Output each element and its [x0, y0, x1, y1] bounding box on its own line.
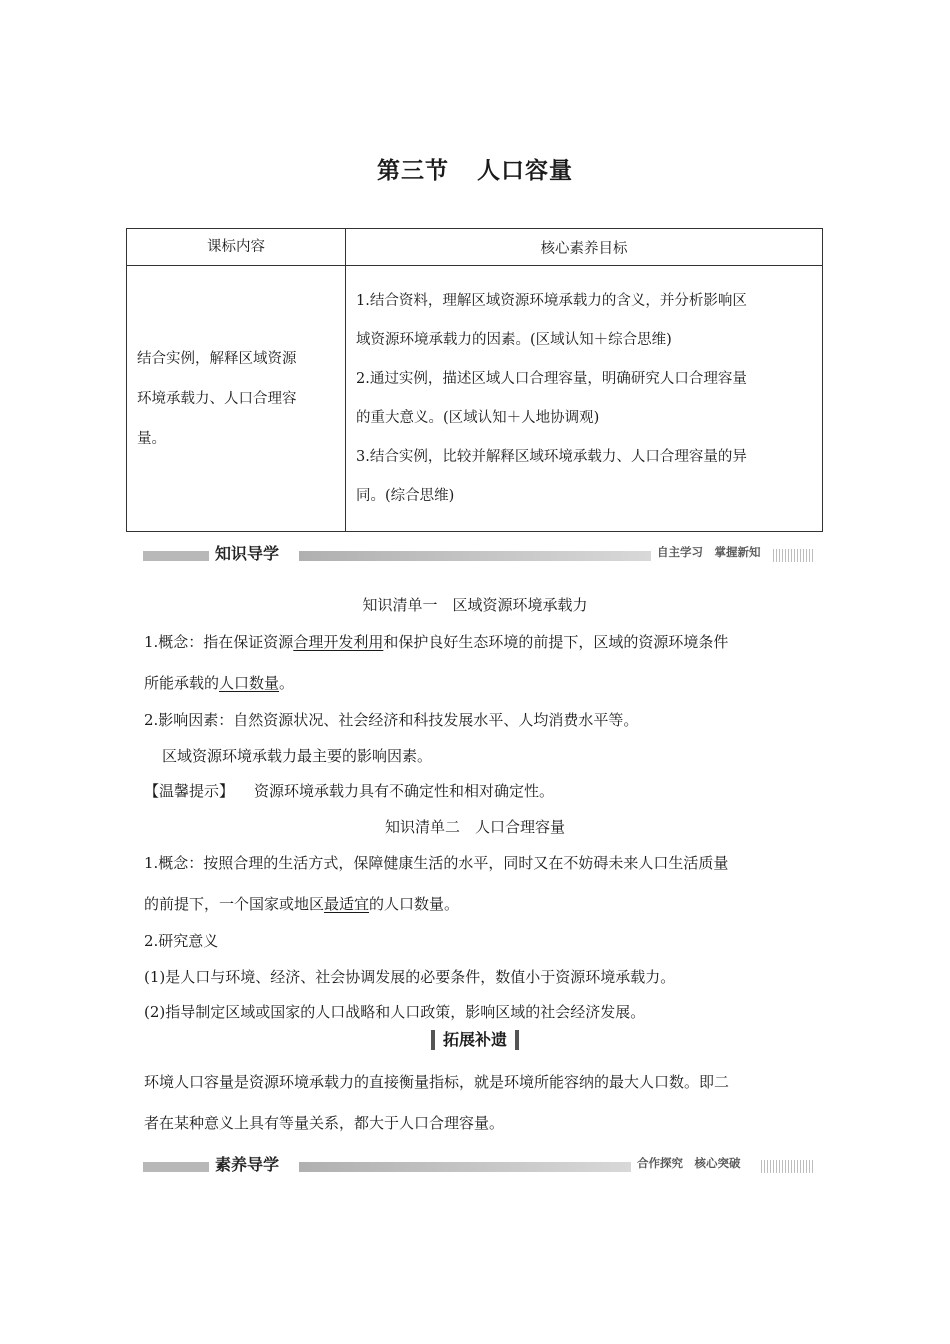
- band-bar-middle: [299, 551, 651, 561]
- standards-line: 环境承载力、人口合理容: [137, 390, 297, 407]
- band-label: 素养导学: [215, 1155, 280, 1174]
- warm-tip-label: 【温馨提示】: [144, 782, 235, 800]
- goal-line: 1.结合资料，理解区域资源环境承载力的含义，并分析影响区: [356, 292, 747, 309]
- band-subtitle: 自主学习 掌握新知: [657, 545, 761, 559]
- goal-line: 的重大意义。(区域认知＋人地协调观): [356, 409, 600, 426]
- standards-line: 量。: [137, 430, 166, 447]
- underlined-term: 人口数量: [219, 674, 280, 692]
- standards-content-cell: [127, 266, 346, 532]
- section-band-knowledge: [143, 546, 815, 562]
- standards-table: [126, 228, 823, 532]
- underlined-term: 合理开发利用: [293, 633, 384, 651]
- extension-title: 拓展补遗: [0, 1030, 950, 1050]
- extension-line1: 环境人口容量是资源环境承载力的直接衡量指标，就是环境所能容纳的最大人口数。即二: [144, 1073, 730, 1091]
- underlined-term: 最适宜: [324, 895, 370, 913]
- title-section-number: 第三节: [377, 158, 449, 184]
- section1-factors: 2.影响因素：自然资源状况、社会经济和科技发展水平、人均消费水平等。: [144, 711, 639, 729]
- section2-significance-title: 2.研究意义: [144, 932, 219, 950]
- section-band-literacy: [143, 1157, 815, 1173]
- warm-tip-text: 资源环境承载力具有不确定性和相对确定性。: [254, 782, 555, 800]
- warm-tip: [144, 780, 554, 801]
- section1-heading: 知识清单一 区域资源环境承载力: [362, 596, 588, 614]
- section2-concept-line1: 1.概念：按照合理的生活方式，保障健康生活的水平，同时又在不妨碍未来人口生活质量: [144, 854, 729, 872]
- band-bar-left: [143, 551, 209, 561]
- section1-concept-line2: 所能承载的人口数量。: [144, 674, 295, 692]
- goal-line: 域资源环境承载力的因素。(区域认知＋综合思维): [356, 331, 672, 348]
- goal-line: 同。(综合思维): [356, 487, 455, 504]
- section1-main-factor: 区域资源环境承载力最主要的影响因素。: [162, 747, 433, 765]
- section2-significance-2: (2)指导制定区域或国家的人口战略和人口政策，影响区域的社会经济发展。: [144, 1003, 646, 1021]
- table-header-standards: 课标内容: [127, 229, 346, 266]
- page-title: [0, 152, 950, 185]
- band-stripes: [773, 549, 815, 562]
- section2-heading: 知识清单二 人口合理容量: [384, 818, 565, 836]
- extension-line2: 者在某种意义上具有等量关系，都大于人口合理容量。: [144, 1114, 505, 1132]
- section2-concept-line2: 的前提下，一个国家或地区最适宜的人口数量。: [144, 895, 460, 913]
- band-bar-left: [143, 1162, 209, 1172]
- band-stripes: [761, 1160, 815, 1173]
- goal-line: 2.通过实例，描述区域人口合理容量，明确研究人口合理容量: [356, 370, 747, 387]
- section1-concept-line1: 1.概念：指在保证资源合理开发利用和保护良好生态环境的前提下，区域的资源环境条件: [144, 633, 729, 651]
- section2-significance-1: (1)是人口与环境、经济、社会协调发展的必要条件，数值小于资源环境承载力。: [144, 968, 676, 986]
- band-subtitle: 合作探究 核心突破: [637, 1156, 741, 1170]
- goals-content-cell: [346, 266, 823, 532]
- title-topic: 人口容量: [477, 158, 573, 184]
- band-bar-middle: [299, 1162, 631, 1172]
- goal-line: 3.结合实例，比较并解释区域环境承载力、人口合理容量的异: [356, 448, 747, 465]
- table-header-goals: 核心素养目标: [346, 229, 823, 266]
- standards-line: 结合实例，解释区域资源: [137, 350, 297, 367]
- band-label: 知识导学: [215, 544, 280, 563]
